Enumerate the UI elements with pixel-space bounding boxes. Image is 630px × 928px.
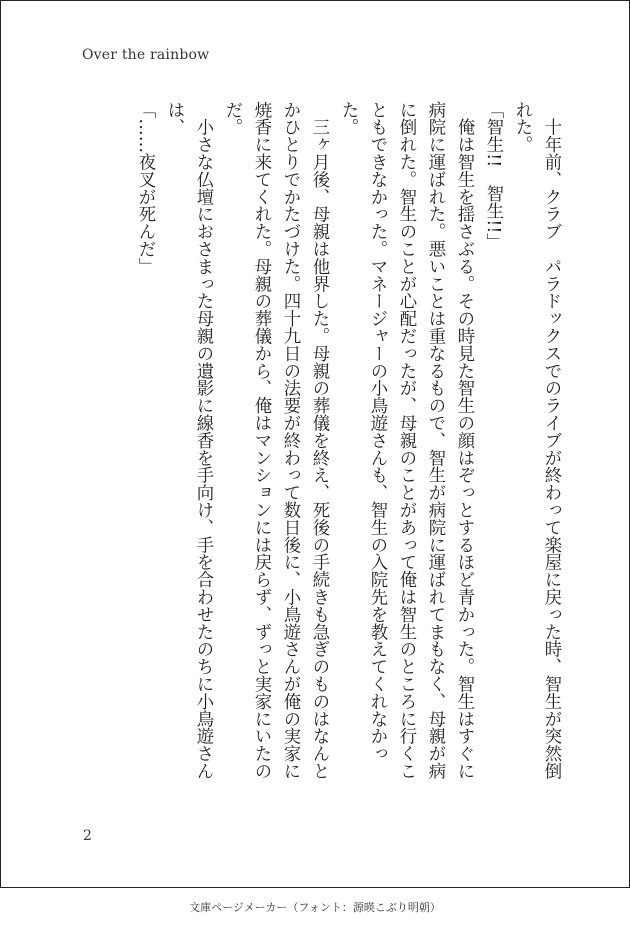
footer-credit: 文庫ページメーカー（フォント：源暎こぶり明朝） xyxy=(189,901,441,914)
paragraph: 「……夜叉が死んだ」 xyxy=(135,101,155,275)
paragraph: 小さな仏壇におさまった母親の遺影に線香を手向け、手を合わせたのちに小鳥遊さんは、 xyxy=(164,101,213,780)
paragraph: 三ヶ月後、母親は他界した。母親の葬儀を終え、死後の手続きも急ぎのものはなんとかひとりでかたづけた。四十九日の法要が終わって数日後に、小鳥遊さんが俺の実家に焼香に来てくれた。母親の葬儀から、俺はマンションには戻らず、ずっと実家にいたのだ。 xyxy=(222,101,329,780)
running-title: Over the rainbow xyxy=(82,47,210,63)
body-text xyxy=(81,101,565,791)
paragraph: 十年前、クラブ パラドックスでのライブが終わって楽屋に戻った時、智生が突然倒れた。 xyxy=(512,101,561,780)
paragraph: 俺は智生を揺さぶる。その時見た智生の顔はぞっとするほど青かった。智生はすぐに病院に運ばれた。悪いことは重なるもので、智生が病院に運ばれてまもなく、母親が病に倒れた。智生のことが心配だったが、母親のことがあって俺は智生のところに行くこともできなかった。マネージャーの小鳥遊さんも、智生の入院先を教えてくれなかった。 xyxy=(338,101,474,780)
paragraph: 「智生!! 智生!!」 xyxy=(483,101,503,251)
page-number: 2 xyxy=(83,828,92,844)
